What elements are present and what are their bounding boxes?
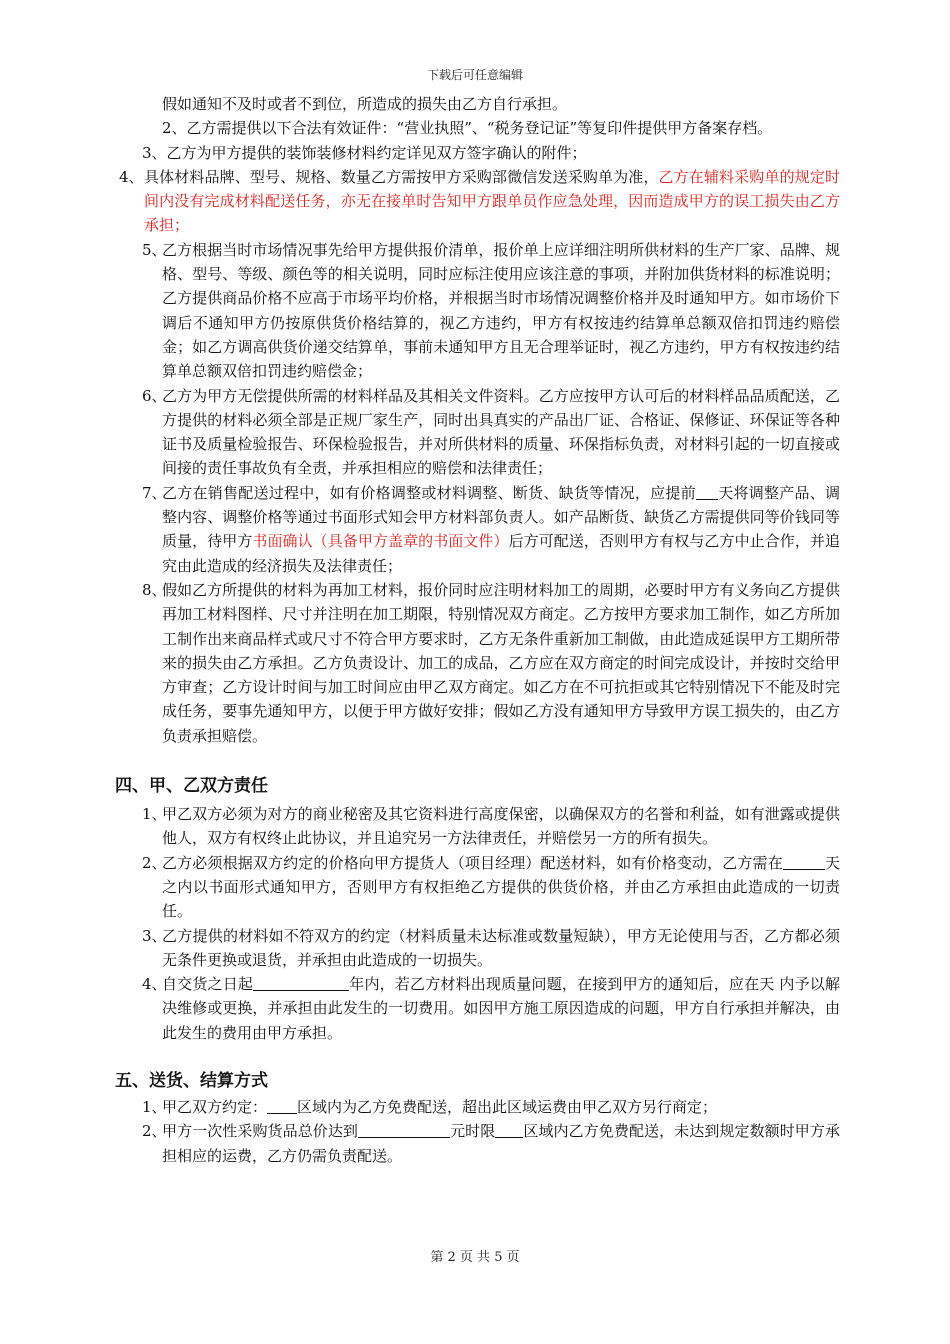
- clause-3-5: [115, 238, 840, 384]
- fill-in-blank: [783, 853, 825, 870]
- clause-text: 天之内以书面形式通知甲方，否则甲方有权拒绝乙方提供的供货价格，并由乙方承担由此造成的一切责任。: [162, 853, 840, 921]
- clause-number: 1、: [142, 805, 167, 824]
- fill-in-blank: [253, 974, 349, 991]
- clause-number: 8、: [142, 580, 167, 599]
- fill-in-blank: [358, 1121, 450, 1138]
- clause-text: 假如乙方所提供的材料为再加工材料，报价同时应注明材料加工的周期，必要时甲方有义务向乙方提供再加工材料图样、尺寸并注明在加工期限，特别情况双方商定。乙方按甲方要求加工制作，如乙方所加工制作出来商品样式或尺寸不符合甲方要求时，乙方无条件重新加工制做，由此造成延误甲方工期所带来的损失由乙方承担。乙方负责设计、加工的成品，乙方应在双方商定的时间完成设计，并按时交给甲方审查；乙方设计时间与加工时间应由甲乙双方商定。如乙方在不可抗拒或其它特别情况下不能及时完成任务，要事先通知甲方，以便于甲方做好安排；假如乙方没有通知甲方导致甲方误工损失的，由乙方负责承担赔偿。: [162, 580, 840, 745]
- clause-text: 区域内乙方免费配送，未达到规定数额时甲方承担相应的运费，乙方仍需负责配送。: [162, 1122, 840, 1165]
- clause-number: 3、: [142, 926, 167, 945]
- clause-text: 元时限: [450, 1122, 496, 1141]
- clause-3-4: [115, 165, 840, 238]
- clause-3-8: [115, 578, 840, 748]
- clause-3-3: [115, 141, 840, 165]
- clause-number: 2、: [142, 853, 167, 872]
- clause-text-red: 书面确认（具备甲方盖章的书面文件）: [252, 532, 509, 551]
- clause-text-red: 乙方在辅料采购单的规定时间内没有完成材料配送任务，亦无在接单时告知甲方跟单员作应急处理，因而造成甲方的误工损失由乙方承担；: [144, 167, 840, 235]
- clause-text: 甲乙双方约定：: [162, 1097, 268, 1116]
- clause-text: 自交货之日起: [162, 975, 254, 994]
- clause-text: 乙方需提供以下合法有效证件：“营业执照”、“税务登记证”等复印件提供甲方备案存档。: [186, 119, 773, 138]
- fill-in-blank: [495, 1121, 523, 1138]
- clause-text: 天 内予以解决维修或更换，并承担由此发生的一切费用。如因甲方施工原因造成的问题，甲方自行承担并解决，由此发生的费用由甲方承担。: [162, 975, 840, 1042]
- clause-4-2: [115, 851, 840, 924]
- section-5-title: 五、送货、结算方式: [115, 1070, 268, 1091]
- clause-5-1: [115, 1095, 840, 1119]
- clause-text: 乙方必须根据双方约定的价格向甲方提货人（项目经理）配送材料，如有价格变动，乙方需在: [162, 853, 783, 872]
- clause-3-7: [115, 481, 840, 578]
- clause-number: 7、: [142, 483, 167, 502]
- clause-number: 4、: [142, 975, 167, 994]
- clause-3-6: [115, 384, 840, 481]
- clause-text: 年内，若乙方材料出现质量问题，在接到甲方的通知后，应在: [349, 975, 760, 994]
- page-header: 下载后可任意编辑: [426, 68, 523, 82]
- clause-text: 具体材料品牌、型号、规格、数量乙方需按甲方采购部微信发送采购单为准，: [144, 167, 659, 186]
- page-content: [115, 92, 840, 1168]
- clause-text: 甲方一次性采购货品总价达到: [162, 1122, 359, 1141]
- section-4-title: 四、甲、乙双方责任: [115, 776, 268, 797]
- clause-text: 乙方为甲方无偿提供所需的材料样品及其相关文件资料。乙方应按甲方认可后的材料样品品质配送，乙方提供的材料必须全部是正规厂家生产，同时出具真实的产品出厂证、合格证、保修证、环保证等各种证书及质量检验报告、环保检验报告，并对所供材料的质量、环保指标负责，对材料引起的一切直接或间接的责任事故负有全责，并承担相应的赔偿和法律责任；: [162, 386, 840, 478]
- clause-4-3: [115, 924, 840, 973]
- clause-number: 2、: [142, 1122, 167, 1141]
- fill-in-blank: [696, 483, 718, 500]
- clause-text: 乙方根据当时市场情况事先给甲方提供报价清单，报价单上应详细注明所供材料的生产厂家、品牌、规格、型号、等级、颜色等的相关说明，同时应标注使用应该注意的事项，并附加供货材料的标准说明；乙方提供商品价格不应高于市场平均价格，并根据当时市场情况调整价格并及时通知甲方。如市场价下调后不通知甲方仍按原供货价格结算的，视乙方违约，甲方有权按违约结算单总额双倍扣罚违约赔偿金；如乙方调高供货价递交结算单，事前未通知甲方且无合理举证时，视乙方违约，甲方有权按违约结算单总额双倍扣罚违约赔偿金；: [162, 240, 840, 381]
- clause-text: 后方可配送，否则甲方有权与乙方中止合作，并追究由此造成的经济损失及法律责任；: [162, 532, 840, 575]
- page-footer: 第 2 页 共 5 页: [430, 1250, 520, 1265]
- clause-text: 乙方提供的材料如不符双方的约定（材料质量未达标准或数量短缺），甲方无论使用与否，乙方都必须无条件更换或退货，并承担由此造成的一切损失。: [162, 926, 840, 969]
- clause-number: 4、: [119, 167, 144, 186]
- clause-4-4: [115, 972, 840, 1045]
- clause-number: 1、: [142, 1097, 167, 1116]
- clause-text: 区域内为乙方免费配送，超出此区域运费由甲乙双方另行商定；: [297, 1097, 718, 1116]
- clause-text: 甲乙双方必须为对方的商业秘密及其它资料进行高度保密，以确保双方的名誉和利益，如有泄露或提供他人，双方有权终止此协议，并且追究另一方法律责任，并赔偿另一方的所有损失。: [162, 805, 840, 848]
- clause-number: 2、: [162, 119, 187, 138]
- clause-5-2: [115, 1119, 840, 1168]
- clause-4-1: [115, 802, 840, 851]
- clause-3-2: [115, 116, 840, 140]
- clause-text: 天将调整产品、调整内容、调整价格等通过书面形式知会甲方材料部负责人。如产品断货、缺货乙方需提供同等价钱同等质量，待甲方: [162, 483, 840, 551]
- fill-in-blank: [267, 1097, 297, 1114]
- clause-number: 3、: [142, 143, 167, 162]
- clause-number: 5、: [142, 240, 167, 259]
- clause-text: 乙方在销售配送过程中，如有价格调整或材料调整、断货、缺货等情况，应提前: [162, 483, 696, 502]
- clause-number: 6、: [142, 386, 167, 405]
- clause-text: 乙方为甲方提供的装饰装修材料约定详见双方签字确认的附件；: [166, 143, 587, 162]
- paragraph-continuation: 假如通知不及时或者不到位，所造成的损失由乙方自行承担。: [162, 95, 568, 113]
